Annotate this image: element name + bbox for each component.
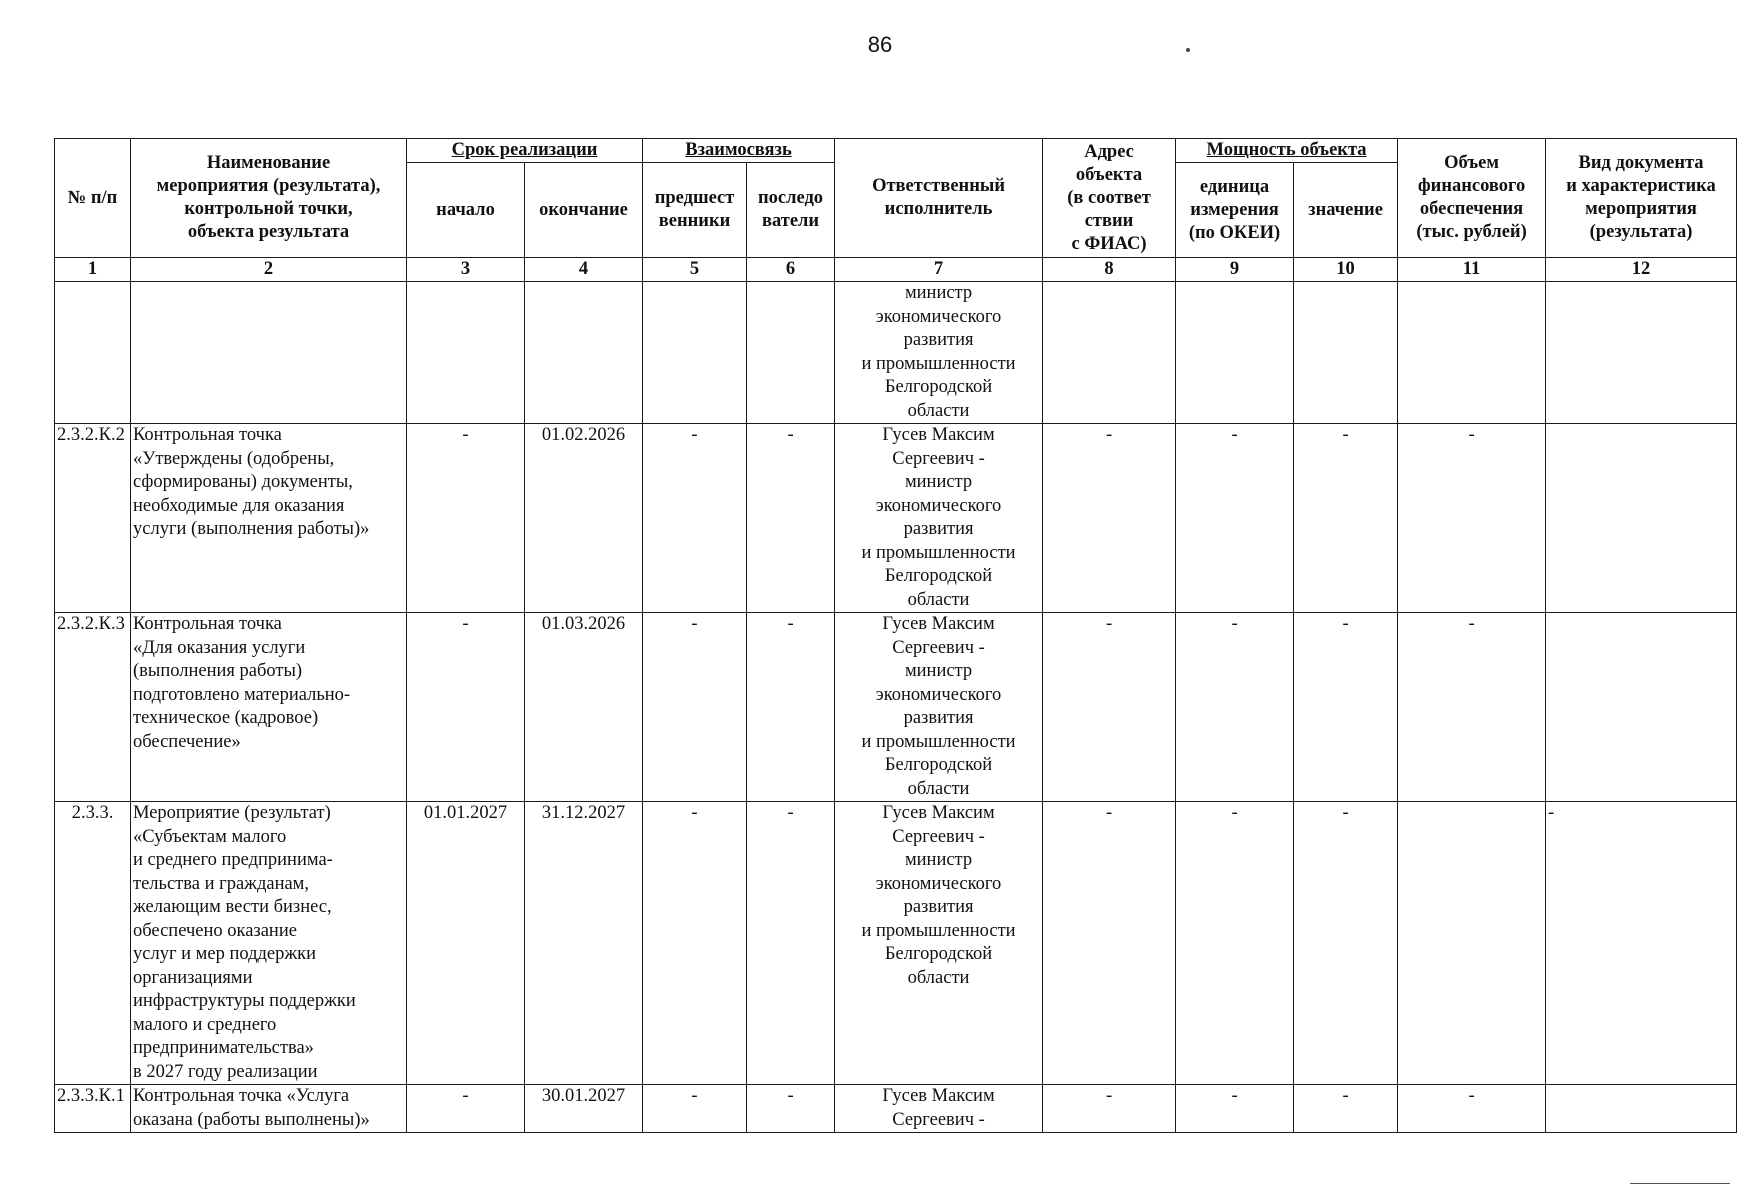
header-num: № п/п <box>55 139 131 258</box>
header-start: начало <box>407 163 525 258</box>
column-number: 9 <box>1176 258 1294 282</box>
row-end: 01.02.2026 <box>525 424 643 613</box>
row-successors: - <box>747 1085 835 1133</box>
row-number: 2.3.2.К.3 <box>55 613 131 802</box>
row-unit <box>1176 282 1294 424</box>
row-unit: - <box>1176 802 1294 1085</box>
row-name: Контрольная точка «Для оказания услуги (выполнения работы) подготовлено материально- техническое (кадровое) обеспечение» <box>131 613 407 802</box>
row-document: - <box>1546 802 1737 1085</box>
row-responsible: Гусев Максим Сергеевич - <box>835 1085 1043 1133</box>
row-finance: - <box>1398 424 1546 613</box>
row-value <box>1294 282 1398 424</box>
row-finance <box>1398 802 1546 1085</box>
column-number: 5 <box>643 258 747 282</box>
schedule-table <box>54 138 1737 1133</box>
row-document <box>1546 1085 1737 1133</box>
row-start <box>407 282 525 424</box>
row-address <box>1043 282 1176 424</box>
column-number: 2 <box>131 258 407 282</box>
row-finance: - <box>1398 613 1546 802</box>
table-row <box>55 1085 1737 1133</box>
row-document <box>1546 613 1737 802</box>
row-unit: - <box>1176 613 1294 802</box>
row-predecessors: - <box>643 1085 747 1133</box>
table-row <box>55 802 1737 1085</box>
row-finance: - <box>1398 1085 1546 1133</box>
row-successors: - <box>747 802 835 1085</box>
row-unit: - <box>1176 424 1294 613</box>
row-value: - <box>1294 802 1398 1085</box>
row-predecessors: - <box>643 802 747 1085</box>
row-start: - <box>407 613 525 802</box>
row-successors <box>747 282 835 424</box>
header-name: Наименование мероприятия (результата), контрольной точки, объекта результата <box>131 139 407 258</box>
row-end: 01.03.2026 <box>525 613 643 802</box>
row-successors: - <box>747 424 835 613</box>
row-name: Мероприятие (результат) «Субъектам малого и среднего предпринима- тельства и гражданам, желающим вести бизнес, обеспечено оказание услуг и мер поддержки организациями инфраструктуры поддержки малого и среднего предпринимательства» в 2027 году реализации <box>131 802 407 1085</box>
column-number-row <box>55 258 1737 282</box>
row-responsible: Гусев Максим Сергеевич - министр экономического развития и промышленности Белгородской области <box>835 613 1043 802</box>
row-value: - <box>1294 613 1398 802</box>
row-responsible: Гусев Максим Сергеевич - министр экономического развития и промышленности Белгородской области <box>835 424 1043 613</box>
row-value: - <box>1294 1085 1398 1133</box>
column-number: 7 <box>835 258 1043 282</box>
column-number: 8 <box>1043 258 1176 282</box>
scan-corner-line <box>1630 1183 1730 1184</box>
scan-speck <box>1186 48 1190 52</box>
header-successors: последо ватели <box>747 163 835 258</box>
page-number: 86 <box>867 32 893 57</box>
header-end: окончание <box>525 163 643 258</box>
header-value: значение <box>1294 163 1398 258</box>
row-number: 2.3.3.К.1 <box>55 1085 131 1133</box>
row-number <box>55 282 131 424</box>
row-document <box>1546 424 1737 613</box>
column-number: 11 <box>1398 258 1546 282</box>
row-name: Контрольная точка «Услуга оказана (работы выполнены)» <box>131 1085 407 1133</box>
header-period: Срок реализации <box>407 139 643 163</box>
row-value: - <box>1294 424 1398 613</box>
row-end: 31.12.2027 <box>525 802 643 1085</box>
row-predecessors: - <box>643 613 747 802</box>
row-end: 30.01.2027 <box>525 1085 643 1133</box>
row-predecessors: - <box>643 424 747 613</box>
row-start: 01.01.2027 <box>407 802 525 1085</box>
row-finance <box>1398 282 1546 424</box>
row-number: 2.3.3. <box>55 802 131 1085</box>
header-unit: единица измерения (по ОКЕИ) <box>1176 163 1294 258</box>
row-address: - <box>1043 424 1176 613</box>
row-address: - <box>1043 802 1176 1085</box>
row-name: Контрольная точка «Утверждены (одобрены, сформированы) документы, необходимые для оказания услуги (выполнения работы)» <box>131 424 407 613</box>
row-end <box>525 282 643 424</box>
column-number: 4 <box>525 258 643 282</box>
row-predecessors <box>643 282 747 424</box>
header-predecessors: предшест венники <box>643 163 747 258</box>
header-address: Адрес объекта (в соответ ствии с ФИАС) <box>1043 139 1176 258</box>
table-row <box>55 613 1737 802</box>
table-row <box>55 424 1737 613</box>
row-start: - <box>407 424 525 613</box>
column-number: 6 <box>747 258 835 282</box>
header-capacity: Мощность объекта <box>1176 139 1398 163</box>
column-number: 3 <box>407 258 525 282</box>
row-number: 2.3.2.К.2 <box>55 424 131 613</box>
header-link: Взаимосвязь <box>643 139 835 163</box>
table-row <box>55 282 1737 424</box>
row-unit: - <box>1176 1085 1294 1133</box>
column-number: 10 <box>1294 258 1398 282</box>
column-number: 1 <box>55 258 131 282</box>
row-document <box>1546 282 1737 424</box>
row-name <box>131 282 407 424</box>
row-address: - <box>1043 613 1176 802</box>
row-successors: - <box>747 613 835 802</box>
column-number: 12 <box>1546 258 1737 282</box>
header-finance: Объем финансового обеспечения (тыс. рублей) <box>1398 139 1546 258</box>
header-responsible: Ответственный исполнитель <box>835 139 1043 258</box>
row-responsible: министр экономического развития и промышленности Белгородской области <box>835 282 1043 424</box>
row-start: - <box>407 1085 525 1133</box>
header-document: Вид документа и характеристика мероприятия (результата) <box>1546 139 1737 258</box>
row-address: - <box>1043 1085 1176 1133</box>
row-responsible: Гусев Максим Сергеевич - министр экономического развития и промышленности Белгородской области <box>835 802 1043 1085</box>
